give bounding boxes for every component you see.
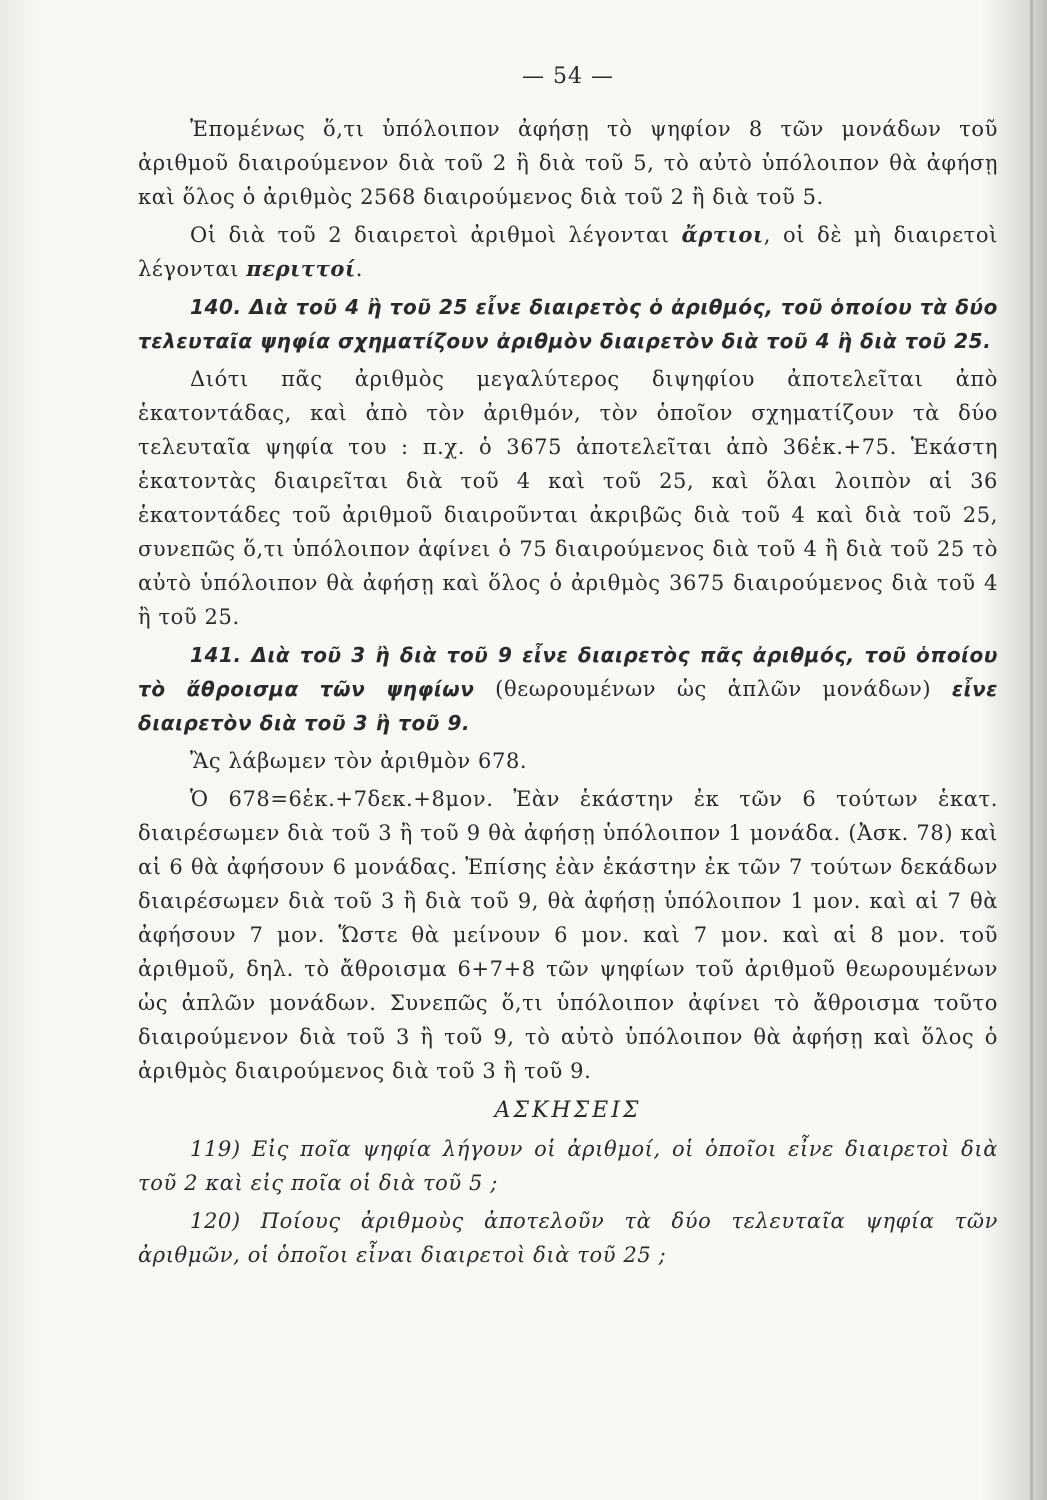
paragraph-proof-141: Ὁ 678=6ἑκ.+7δεκ.+8μον. Ἐὰν ἑκάστην ἐκ τῶν 6 τούτων ἑκατ. διαιρέσωμεν διὰ τοῦ 3 ἢ τοῦ 9 θὰ ἀφήσῃ ὑπόλοιπον 1 μονάδα. (Ἀσκ. 78) καὶ αἱ 6 θὰ ἀφήσουν 6 μονάδας. Ἐπίσης ἐὰν ἑκάστην ἐκ τῶν 7 τούτων δεκάδων διαιρέσωμεν διὰ τοῦ 3 ἢ διὰ τοῦ 9, θὰ ἀφήσῃ ὑπόλοιπον 1 μον. καὶ αἱ 7 θὰ ἀφήσουν 7 μον. Ὥστε θὰ μείνουν 6 μον. καὶ 7 μον. καὶ αἱ 8 μον. τοῦ ἀριθμοῦ, δηλ. τὸ ἄθροισμα 6+7+8 τῶν ψηφίων τοῦ ἀριθμοῦ θεωρουμένων ὡς ἁπλῶν μονάδων. Συνεπῶς ὅ,τι ὑπόλοιπον ἀφίνει τὸ ἄθροισμα τοῦτο διαιρούμενον διὰ τοῦ 3 ἢ τοῦ 9, τὸ αὐτὸ ὑπόλοιπον θὰ ἀφήσῃ καὶ ὅλος ὁ ἀριθμὸς διαιρούμενος διὰ τοῦ 3 ἢ τοῦ 9. [138,787,998,1083]
even-odd-text-start: Οἱ διὰ τοῦ 2 διαιρετοὶ ἀριθμοὶ λέγονται [190,223,682,247]
paragraph-proof-140: Διότι πᾶς ἀριθμὸς μεγαλύτερος διψηφίου ἀποτελεῖται ἀπὸ ἑκατοντάδας, καὶ ἀπὸ τὸν ἀριθμόν, τὸν ὁποῖον σχηματίζουν τὰ δύο τελευταῖα ψηφία του : π.χ. ὁ 3675 ἀποτελεῖται ἀπὸ 36ἑκ.+75. Ἑκάστη ἑκατοντὰς διαιρεῖται διὰ τοῦ 4 καὶ τοῦ 25, καὶ ὅλαι λοιπὸν αἱ 36 ἑκατοντάδες τοῦ ἀριθμοῦ διαιροῦνται ἀκριβῶς διὰ τοῦ 4 καὶ διὰ τοῦ 25, συνεπῶς ὅ,τι ὑπόλοιπον ἀφίνει ὁ 75 διαιρούμενος διὰ τοῦ 4 ἢ διὰ τοῦ 25 τὸ αὐτὸ ὑπόλοιπον θὰ ἀφήσῃ καὶ ὅλος ὁ ἀριθμὸς 3675 διαιρούμενος διὰ τοῦ 4 ἢ τοῦ 25. [138,367,998,629]
term-odd: περιττοί [246,256,356,281]
paragraph-even-odd [138,218,998,286]
rule-140: 140. Διὰ τοῦ 4 ἢ τοῦ 25 εἶνε διαιρετὸς ὁ ἀριθμός, τοῦ ὁποίου τὰ δύο τελευταῖα ψηφία σχηματίζουν ἀριθμὸν διαιρετὸν διὰ τοῦ 4 ἢ διὰ τοῦ 25. [138,295,998,353]
rule-141 [138,638,998,740]
exercises-heading: ΑΣΚΗΣΕΙΣ [494,1098,642,1123]
page-number: — 54 — [522,64,614,89]
term-even: ἄρτιοι [681,222,764,247]
even-odd-text-end: . [355,257,364,281]
rule-141-part-c: εἶνε διαιρετὸν διὰ τοῦ 3 ἢ τοῦ 9. [138,677,998,735]
exercise-120: 120) Ποίους ἀριθμοὺς ἀποτελοῦν τὰ δύο τελευταῖα ψηφία τῶν ἀριθμῶν, οἱ ὁποῖοι εἶναι διαιρετοὶ διὰ τοῦ 25 ; [138,1209,998,1267]
paragraph-example-number: Ἂς λάβωμεν τὸν ἀριθμὸν 678. [190,749,528,773]
page-edge [1030,0,1033,1500]
rule-141-part-a: 141. Διὰ τοῦ 3 ἢ διὰ τοῦ 9 εἶνε διαιρετὸς πᾶς ἀριθμός, τοῦ ὁποίου τὸ ἄθροισμα τῶν ψηφίων [138,643,998,701]
page-body [138,60,998,1276]
paragraph-remainder: Ἐπομένως ὅ,τι ὑπόλοιπον ἀφήσῃ τὸ ψηφίον 8 τῶν μονάδων τοῦ ἀριθμοῦ διαιρούμενον διὰ τοῦ 2 ἢ διὰ τοῦ 5, τὸ αὐτὸ ὑπόλοιπον θὰ ἀφήσῃ καὶ ὅλος ὁ ἀριθμὸς 2568 διαιρούμενος διὰ τοῦ 2 ἢ διὰ τοῦ 5. [138,117,998,209]
exercise-119: 119) Εἰς ποῖα ψηφία λήγουν οἱ ἀριθμοί, οἱ ὁποῖοι εἶνε διαιρετοὶ διὰ τοῦ 2 καὶ εἰς ποῖα οἱ διὰ τοῦ 5 ; [138,1137,998,1195]
rule-141-part-b: (θεωρουμένων ὡς ἁπλῶν μονάδων) [474,677,952,701]
even-odd-text-mid: , οἱ δὲ μὴ διαιρετοὶ λέγονται [138,223,998,281]
